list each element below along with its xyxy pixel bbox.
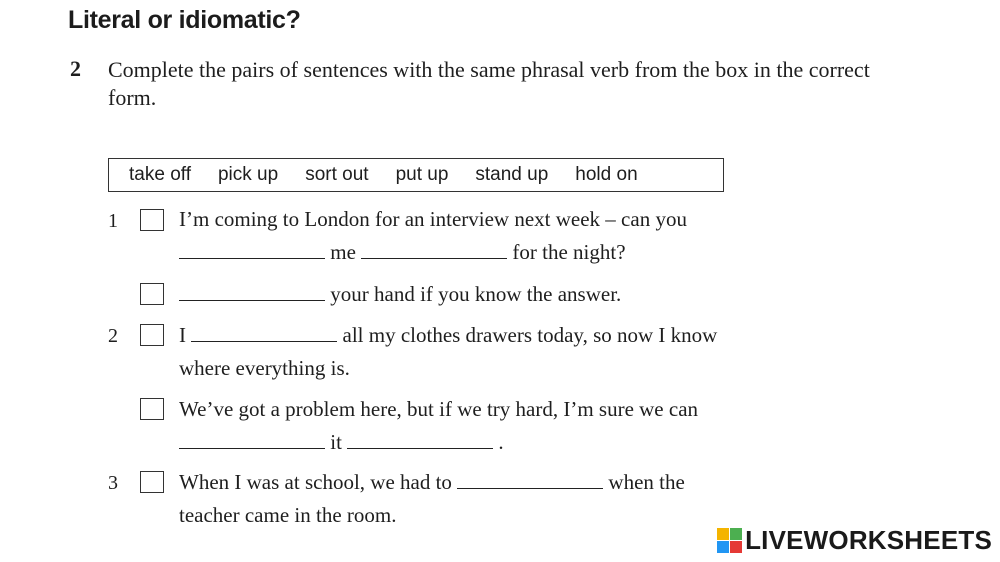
blank-input[interactable]	[179, 240, 325, 259]
sentence-1a-line1	[179, 207, 687, 232]
logo-square	[717, 541, 729, 553]
exercise-number: 2	[70, 56, 81, 81]
blank-input[interactable]	[361, 240, 507, 259]
logo-text: LIVEWORKSHEETS	[745, 525, 992, 555]
sentence-text: me	[330, 240, 356, 264]
liveworksheets-logo	[717, 525, 992, 556]
checkbox-1b[interactable]	[140, 283, 164, 305]
sentence-text: I’m coming to London for an interview next week – can you	[179, 207, 687, 231]
blank-input[interactable]	[179, 430, 325, 449]
sentence-text: for the night?	[512, 240, 626, 264]
sentence-text: it	[330, 430, 342, 454]
sentence-text: when the	[608, 470, 685, 494]
sentence-text: your hand if you know the answer.	[330, 282, 622, 306]
logo-mark-icon	[717, 528, 742, 553]
logo-square	[730, 541, 742, 553]
word-box-item: take off	[129, 164, 191, 185]
question-number-1: 1	[108, 210, 118, 232]
sentence-2a-line1	[179, 323, 717, 348]
word-box-item: put up	[395, 164, 449, 185]
sentence-2b-line2	[179, 430, 504, 455]
logo-square	[730, 528, 742, 540]
page-title: Literal or idiomatic?	[68, 6, 301, 34]
blank-input[interactable]	[191, 323, 337, 342]
sentence-text: I	[179, 323, 186, 347]
word-box-item: pick up	[217, 164, 279, 185]
sentence-text: all my clothes drawers today, so now I know	[342, 323, 718, 347]
logo-square	[717, 528, 729, 540]
word-box-item: stand up	[475, 164, 549, 185]
sentence-2b-line1: We’ve got a problem here, but if we try hard, I’m sure we can	[179, 397, 699, 421]
exercise-instruction: Complete the pairs of sentences with the same phrasal verb from the box in the correct form.	[108, 57, 870, 110]
blank-input[interactable]	[347, 430, 493, 449]
blank-input[interactable]	[457, 470, 603, 489]
question-number-3: 3	[108, 472, 118, 494]
word-box-item: hold on	[575, 164, 638, 185]
question-number-2: 2	[108, 325, 118, 347]
sentence-2a-line2: where everything is.	[179, 356, 350, 380]
checkbox-2a[interactable]	[140, 324, 164, 346]
checkbox-2b[interactable]	[140, 398, 164, 420]
checkbox-3a[interactable]	[140, 471, 164, 493]
sentence-text: When I was at school, we had to	[179, 470, 452, 494]
sentence-text: .	[498, 430, 504, 454]
blank-input[interactable]	[179, 282, 325, 301]
word-box-item: sort out	[305, 164, 369, 185]
sentence-3a-line2: teacher came in the room.	[179, 503, 397, 527]
sentence-1a-line2	[179, 240, 626, 265]
sentence-1b	[179, 282, 621, 307]
checkbox-1a[interactable]	[140, 209, 164, 231]
word-box	[108, 158, 724, 192]
sentence-3a-line1	[179, 470, 685, 495]
